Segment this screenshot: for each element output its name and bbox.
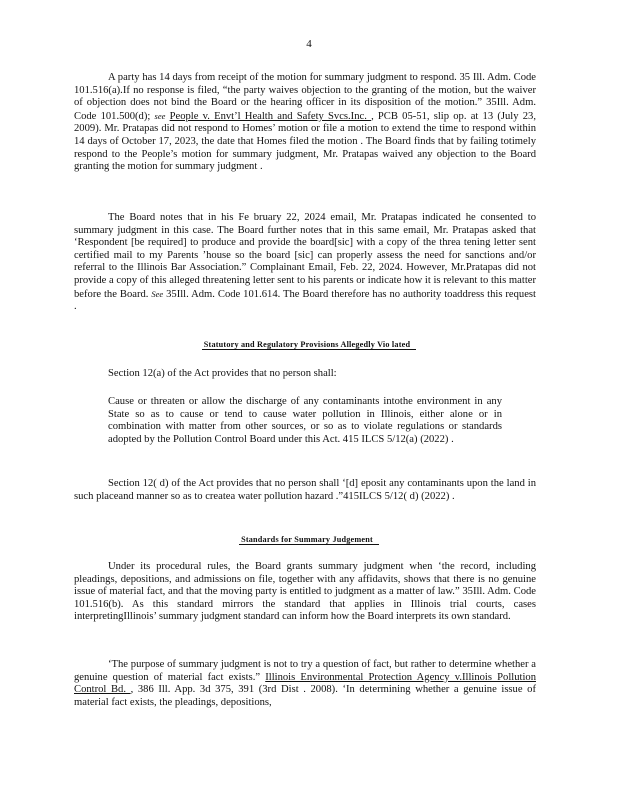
paragraph-waiver bbox=[74, 72, 536, 174]
paragraph-procedural-rules: Under its procedural rules, the Board grants summary judgment when ‘the record, including pleadings, depositions, and admissions on file, together with any affidavits, shows that there is no genuine issue of material fact, and that the moving party is entitled to judgment as a matter of law.” 35Ill. Adm. Code 101.516(b). As this standard mirrors the standard that applies in Illinois trial courts, cases interpretingIllinois’ summary judgment standard can inform how the Board interprets its own standard. bbox=[74, 561, 536, 623]
section-heading-summary-judgement: Standards for Summary Judgement bbox=[0, 534, 618, 547]
citation-signal-see: see bbox=[154, 110, 166, 121]
case-citation-iepa: Illinois Environmental Protection Agency v.Illinois Pollution Control Bd. bbox=[74, 671, 536, 696]
paragraph-waiver-text-a: A party has 14 days from receipt of the motion for summary judgment to respond. 35 Ill. Adm. Code 101.516(a).If no response is filed, “the party waives objection to the granting of the motion, but the waiver of objection does not bind the Board or the hearing officer in its disposition of the motion.” 35Ill. Adm. Code 101.500(d); bbox=[74, 72, 536, 122]
paragraph-section-12d: Section 12( d) of the Act provides that no person shall ‘[d] eposit any contaminants upon the land in such placeand manner so as to createa water pollution hazard .”415ILCS 5/12( d) (2022) . bbox=[74, 478, 536, 502]
block-quote-section-12a: Cause or threaten or allow the discharge of any contaminants intothe environment in any State so as to cause or tend to cause water pollution in Illinois, either alone or in combination with matter from other sources, or so as to violate regulations or standards adopted by the Pollution Control Board under this Act. 415 ILCS 5/12(a) (2022) . bbox=[108, 396, 502, 445]
paragraph-purpose-summary-judgment bbox=[74, 659, 536, 709]
page-number: 4 bbox=[306, 38, 312, 50]
citation-signal-see-2: See bbox=[151, 288, 164, 299]
case-citation-people: People v. Envt’l Health and Safety Svcs.Inc. bbox=[169, 110, 372, 122]
paragraph-waiver-text-b: , PCB 05-51, slip op. at 13 (July 23, 2009). Mr. Pratapas did not respond to Homes’ motion or file a motion to extend the time to respond within 14 days of October 17, 2023, the date that Homes filed the motion . The Board finds that by failing totimely respond to the People’s motion for summary judgment, Mr. Pratapas waived any objection to the Board granting the motion for summary judgment . bbox=[74, 110, 536, 173]
section-heading-statutory-provisions: Statutory and Regulatory Provisions Allegedly Vio lated bbox=[0, 339, 618, 352]
paragraph-email-request bbox=[74, 212, 536, 314]
paragraph-email-text-a: The Board notes that in his Fe bruary 22, 2024 email, Mr. Pratapas indicated he consented to summary judgment in this case. The Board further notes that in this same email, Mr. Pratapas asked that ‘Respondent [be required] to produce and provide the board[sic] with a copy of the threa tening letter sent certified mail to my Parents ’house so the board [sic] can properly assess the need for sanctions and/or referral to the Illinois Bar Association.” Complainant Email, Feb. 22, 2024. However, Mr.Pratapas did not provide a copy of this alleged threatening letter sent to his parents or indicate how it is relevant to this matter before the Board. bbox=[74, 212, 536, 300]
paragraph-section-12a: Section 12(a) of the Act provides that no person shall: bbox=[108, 368, 337, 379]
paragraph-email-text-b: 35Ill. Adm. Code 101.614. The Board therefore has no authority toaddress this request . bbox=[74, 288, 536, 313]
paragraph-purpose-text-a: ‘The purpose of summary judgment is not to try a question of fact, but rather to determine whether a genuine question of material fact exists.” bbox=[74, 659, 536, 683]
paragraph-purpose-text-b: , 386 Ill. App. 3d 375, 391 (3rd Dist . 2008). ‘In determining whether a genuine issue of material fact exists, the pleadings, depositions, bbox=[74, 684, 536, 708]
